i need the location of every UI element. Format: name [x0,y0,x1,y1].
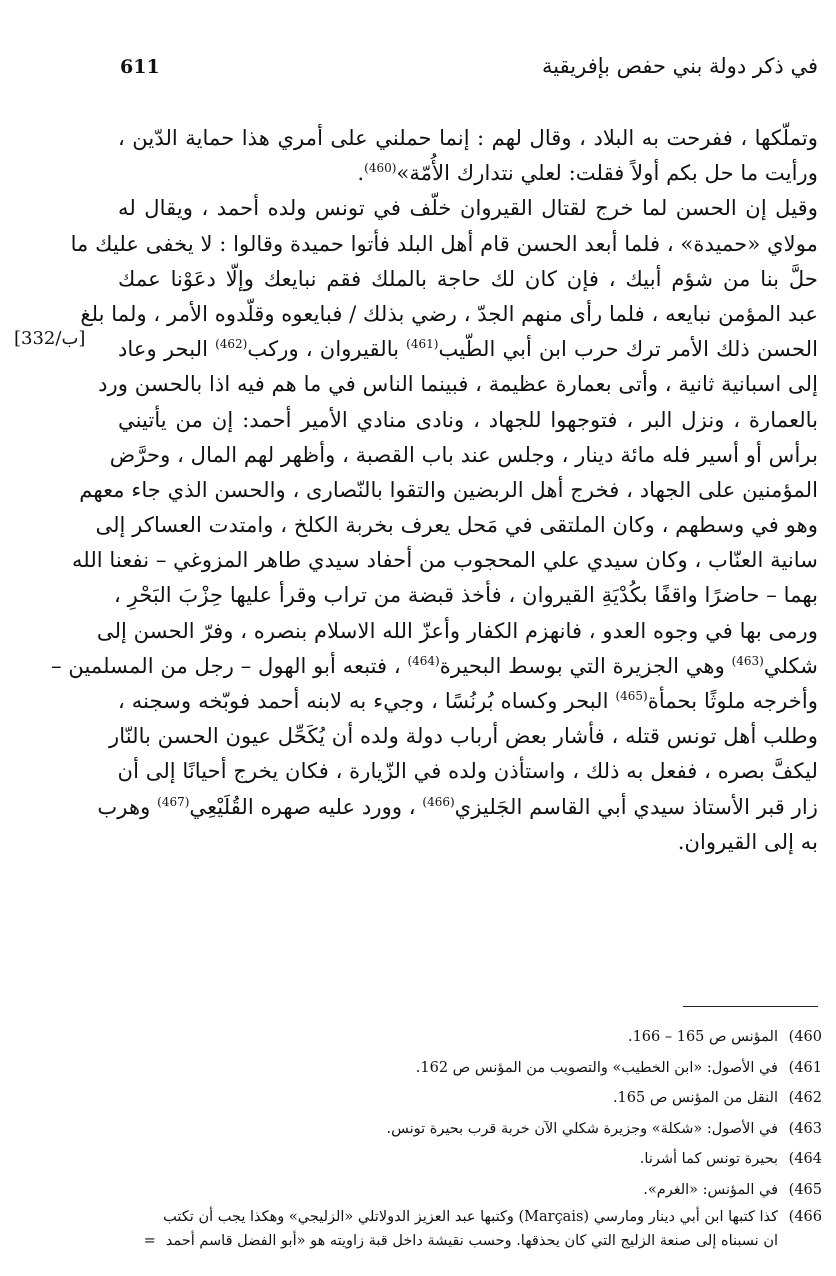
footnote-text: النقل من المؤنس ص 165. [612,1090,778,1106]
line-segment: وهو في وسطهم ، وكان الملتقى في مَحل يعرف بخربة الكلخ ، وامتدت العساكر إلى [95,512,818,538]
text-line [98,366,818,401]
footnote-number: 466) [788,1209,822,1225]
text-line [118,824,818,859]
text-line [80,296,818,331]
main-text [51,120,819,859]
line-segment: المؤمنين على الجهاد ، فخرج أهل الربضين والتقوا بالنّصارى ، والحسن الذي جاء معهم [79,476,818,502]
text-line [118,331,818,366]
line-segment: وهرب [97,793,158,819]
footnote [90,1175,822,1206]
footnote [90,1114,822,1145]
footnote-text: بحيرة تونس كما أشرنا. [639,1151,778,1167]
line-segment: عبد المؤمن نبايعه ، فلما رأى منهم الجدّ ، رضي بذلك / فبايعوه وقلّدوه الأمر ، ولما بلغ [80,300,818,326]
footnote-number: 460) [788,1029,822,1045]
line-segment: بهما – حاضرًا واقفًا بكُدْيَةِ القيروان ، فأخذ قبضة من تراب وقرأ عليها حِزْبَ البَحْرِ ، [114,582,818,608]
footnote-ref: (466) [422,794,455,809]
page-number: 611 [120,56,160,78]
footnote-text: في الأصول: «شكلة» وجزيرة شكلي الآن خربة قرب بحيرة تونس. [386,1120,778,1137]
footnote-ref: (465) [615,689,648,703]
footnote [90,1053,822,1084]
line-segment: البحر وكساه بُرنُسًا ، وجيء به لابنه أحمد فوبّخه وسجنه ، [118,688,616,713]
footnote-number: 461) [788,1059,822,1076]
line-segment: وطلب أهل تونس قتله ، فأشار بعض أرباب دولة ولده أن يُكَحِّل عيون الحسن بالنّار [109,723,818,749]
text-line [97,789,818,824]
line-segment: سانية العنّاب ، وكان سيدي علي المحجوب من أحفاد سيدي طاهر المزوغي – نفعنا الله [71,547,818,573]
footnote-separator [683,1006,818,1007]
continuation-mark: = [143,1233,156,1249]
line-segment: ، فتبعه أبو الهول – رجل من المسلمين – [51,652,408,678]
text-line [79,472,818,507]
text-line [51,648,818,683]
text-line [118,261,818,296]
line-segment: البحر وعاد [118,336,216,362]
footnote-text: في الأصول: «ابن الخطيب» والتصويب من المؤنس ص 162. [415,1059,778,1076]
line-segment: ورأيت ما حل بكم أولاً فقلت: لعلي نتدارك الأُمّة» [396,160,818,186]
running-title: في ذكر دولة بني حفص بإفريقية [542,54,818,78]
footnote-ref: (460) [364,161,397,176]
page-header [120,50,818,90]
text-line [118,120,818,155]
text-line [109,437,818,472]
line-segment: وتملّكها ، ففرحت به البلاد ، وقال لهم : إنما حملني على أمري هذا حماية الدّين ، [118,125,818,150]
footnote-number: 465) [788,1181,822,1198]
footnote-ref: (462) [215,337,248,352]
footnote-ref: (461) [406,337,439,352]
footnote-text: كذا كتبها ابن أبي دينار ومارسي (Marçais) وكتبها عبد العزيز الدولاتلي «الزليجي» وهكذا يجب أن تكتب [163,1209,778,1225]
line-segment: مولاي «حميدة» ، فلما أبعد الحسن قام أهل البلد فأتوا حميدة وقالوا : لا يخفى عليك ما [70,230,818,256]
footnote-ref: (463) [731,653,764,668]
text-line [118,190,818,225]
text-line [118,402,818,437]
line-segment: وقيل إن الحسن لما خرج لقتال القيروان خلّف في تونس ولده أحمد ، ويقال له [118,195,818,221]
text-line [118,683,818,718]
footnote [90,1022,822,1053]
line-segment: حلَّ بنا من شؤم أبيك ، فإن كان لك حاجة بالملك فقم نبايعك وإلّا دعَوْنا عمك [118,265,818,291]
line-segment: برأس أو أسير فله مائة دينار ، وجلس عند باب القصبة ، وأظهر لهم المال ، وحرَّض [109,441,818,467]
footnote-number: 462) [788,1090,822,1106]
text-line [95,507,818,542]
text-line [70,226,818,261]
footnote [90,1144,822,1175]
line-segment: الحسن ذلك الأمر ترك حرب ابن أبي الطّيب [438,336,819,362]
line-segment: وأخرجه ملوثًا بحمأة [647,688,818,713]
footnote-continuation-text: ان نسبناه إلى صنعة الزليج التي كان يحذقها. وحسب نقيشة داخل قبة زاويته هو «أبو الفضل قاسم أحمد [165,1233,778,1249]
line-segment: وهي الجزيرة التي بوسط البحيرة [439,652,732,678]
footnote [90,1083,822,1114]
line-segment: ليكفَّ بصره ، ففعل به ذلك ، واستأذن ولده في الزّيارة ، فكان يخرج أحيانًا إلى أن [117,758,818,784]
line-segment: بالقيروان ، وركب [247,336,407,362]
line-segment: به إلى القيروان. [677,828,818,854]
line-segment: زار قبر الأستاذ سيدي أبي القاسم الجَليزي [454,793,818,819]
footnote-number: 463) [788,1120,822,1137]
footnote [90,1205,822,1229]
footnotes [90,1022,822,1253]
footnote-text: المؤنس ص 165 – 166. [627,1029,778,1045]
text-line [114,577,818,612]
text-line [109,718,818,753]
footnote-number: 464) [788,1151,822,1167]
text-line [96,613,818,648]
footnote-continuation [90,1229,822,1253]
line-segment: إلى اسبانية ثانية ، وأتى بعمارة عظيمة ، فبينما الناس في ما هم فيه اذا بالحسن ورد [98,371,818,397]
line-segment: . [357,160,365,186]
text-line [118,753,818,788]
line-segment: ، وورد عليه صهره القُلَيْعِي [189,793,423,819]
line-segment: شكلي [763,652,818,678]
footnote-ref: (464) [407,653,440,668]
line-segment: ورمى بها في وجوه العدو ، فانهزم الكفار وأعزّ الله الاسلام بنصره ، وفرّ الحسن إلى [96,617,818,643]
folio-margin-note: [332/ب] [14,328,86,349]
footnote-ref: (467) [157,794,190,809]
text-line [118,155,818,190]
footnote-text: في المؤنس: «الغرم». [643,1181,778,1198]
line-segment: بالعمارة ، ونزل البر ، فتوجهوا للجهاد ، ونادى منادي الأمير أحمد: إن من يأتيني [118,406,818,432]
text-line [71,542,818,577]
